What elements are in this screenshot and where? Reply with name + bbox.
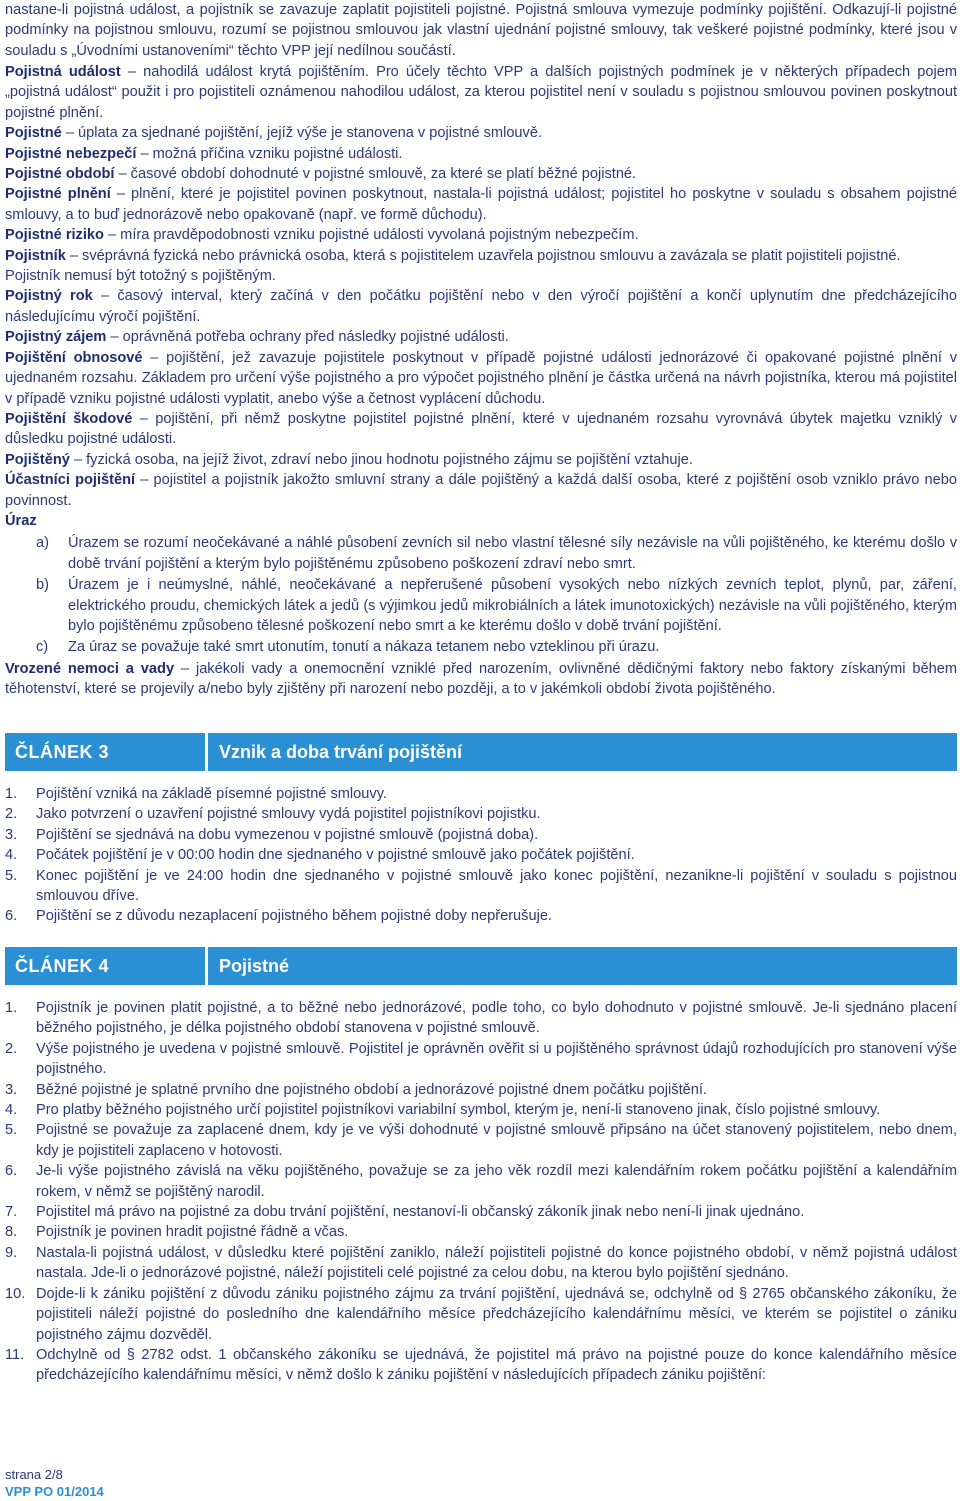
article-title: Vznik a doba trvání pojištění: [219, 742, 463, 762]
definition-text: – míra pravděpodobnosti vzniku pojistné události vyvolaná pojistným nebezpečím.: [103, 227, 639, 244]
uraz-subitem-text: Úrazem je i neúmyslné, náhlé, neočekávané a nepřerušené působení vysokých nebo nízkých zevních teplot, plynů, par, záření, elektrického proudu, chemických látek a jedů (s výjimkou jedů mikrobiálních a látek imunotoxických) nezávisle na vůli pojištěného, kterým bylo pojištěnému způsobeno tělesné poškození nebo smrt a ke kterému došlo v době trvání pojištění.: [68, 577, 957, 634]
list-item-text: Pojištění vzniká na základě písemné pojistné smlouvy.: [36, 786, 387, 802]
definition-item: [5, 123, 957, 143]
article-number: ČLÁNEK 4: [15, 956, 110, 976]
article-4-header: [5, 947, 957, 985]
uraz-subitem-label: a): [36, 535, 49, 552]
definition-text: – pojištění, jež zavazuje pojistitele poskytnout v případě pojistné události jednorázové či opakované pojistné plnění v ujednaném rozsahu. Základem pro určení výše pojistného a pro výpočet pojistného plnění je částka určená na návrh pojistníka, kterou má pojistitel v případě vzniku pojistné události vyplatit, anebo výše a četnost vyplácení důchodu.: [5, 349, 957, 407]
list-item-text: Běžné pojistné je splatné prvního dne pojistného období a jednorázové pojistné dnem počátku pojištění.: [36, 1081, 707, 1098]
intro-paragraph: nastane-li pojistná událost, a pojistník se zavazuje zaplatit pojistiteli pojistné. Pojistná smlouva vymezuje podmínky pojištění. Odkazují-li pojistné podmínky na pojistnou smlouvu, rozumí se pojistnou smlouvou jak vlastní ujednání pojistné smlouvy, tak veškeré pojistné podmínky, které jsou v souladu s „Úvodními ustanoveními“ těchto VPP její nedílnou součástí.: [5, 2, 957, 59]
list-item-number: 6.: [5, 1163, 18, 1180]
uraz-subitem: [5, 637, 957, 657]
definition-term: Pojistné riziko: [5, 227, 104, 244]
definition-text: – časové období dohodnuté v pojistné smlouvě, za které se platí běžné pojistné.: [114, 166, 637, 183]
list-item-text: Je-li výše pojistného závislá na věku pojištěného, považuje se za jeho věk rozdíl mezi kalendářním rokem počátku pojištění a kalendářním rokem, v němž se pojištěný narodil.: [36, 1163, 957, 1200]
list-item-number: 11.: [5, 1346, 25, 1363]
document-code: VPP PO 01/2014: [5, 1484, 104, 1499]
list-item-number: 5.: [5, 867, 18, 884]
list-item: [5, 845, 957, 865]
header-separator: [205, 947, 208, 985]
list-item-number: 1.: [5, 1000, 18, 1016]
list-item-number: 5.: [5, 1122, 18, 1139]
list-item: [5, 1039, 957, 1080]
definition-term: Pojistný rok: [5, 288, 93, 305]
list-item: [5, 825, 957, 845]
definition-text: – pojištění, při němž poskytne pojistitel pojistné plnění, které v ujednaném rozsahu vyrovnává úbytek majetku vzniklý v důsledku pojistné události.: [5, 410, 957, 448]
definition-text: Pojistník nemusí být totožný s pojištěným.: [5, 268, 276, 285]
list-item-text: Jako potvrzení o uzavření pojistné smlouvy vydá pojistitel pojistníkovi pojistku.: [36, 806, 541, 823]
definition-item: [5, 144, 957, 164]
uraz-subitem-label: c): [36, 639, 49, 656]
list-item-number: 4.: [5, 847, 18, 864]
definition-term: Pojistné nebezpečí: [5, 145, 137, 162]
definition-item: [5, 184, 957, 225]
list-item-number: 10.: [5, 1285, 26, 1302]
definition-term: Pojistné: [5, 125, 62, 142]
definition-term: Pojistná událost: [5, 64, 121, 80]
list-item-text: Pojistník je povinen hradit pojistné řádně a včas.: [36, 1224, 349, 1241]
definition-term: Pojištěný: [5, 451, 70, 468]
definition-text: – možná příčina vzniku pojistné události.: [136, 145, 403, 162]
page-footer: [5, 1466, 104, 1500]
header-separator: [205, 733, 208, 771]
list-item: [5, 1243, 957, 1284]
uraz-sublist: [5, 533, 957, 657]
list-item: [5, 906, 957, 926]
definition-text: – nahodilá událost krytá pojištěním. Pro účely těchto VPP a dalších pojistných podmínek je v některých případech pojem „pojistná událost“ použit i pro pojistiteli oznámenou nahodilou událost, za kterou pojistitel není v souladu s pojistnou smlouvou povinen poskytnout pojistné plnění.: [5, 64, 957, 121]
list-item-number: 2.: [5, 806, 18, 823]
article-3-header: [5, 733, 957, 771]
list-item-text: Výše pojistného je uvedena v pojistné smlouvě. Pojistitel je oprávněn ověřit si u pojištěného správnost údajů rozhodujících pro stanovení výše pojistného.: [36, 1040, 957, 1078]
definition-item: [5, 348, 957, 409]
list-item-text: Dojde-li k zániku pojištění z důvodu zániku pojistného zájmu za trvání pojištění, ujednává se, odchylně od § 2765 občanského zákoníku, že pojistiteli náleží pojistné do posledního dne kalendářního měsíce předcházejícího kalendářnímu měsíci, ve kterém se pojistitel o zániku pojistného zájmu dozvěděl.: [36, 1285, 957, 1343]
uraz-subitem-text: Úrazem se rozumí neočekávané a náhlé působení zevních sil nebo vlastní tělesné síly nezávisle na vůli pojištěného, ke kterému došlo v době trvání pojištění a kterým bylo pojištěnému způsobeno poškození zdraví nebo smrt.: [68, 535, 957, 572]
definition-item: [5, 327, 957, 347]
uraz-subitem: [5, 575, 957, 636]
list-item-text: Pojistné se považuje za zaplacené dnem, kdy je ve výši dohodnuté v pojistné smlouvě připsáno na účet stanovený pojistitelem, nebo dnem, kdy je pojistiteli zaplaceno v hotovosti.: [36, 1122, 957, 1159]
list-item-number: 9.: [5, 1244, 18, 1261]
definition-item: [5, 470, 957, 511]
definition-note: [5, 266, 957, 286]
article-4-list: [5, 998, 957, 1386]
definition-text: – pojistitel a pojistník jakožto smluvní strany a dále pojištěný a každá další osoba, které z pojištění osob vzniklo právo nebo povinnost.: [5, 472, 957, 509]
definition-item: [5, 286, 957, 327]
definition-term: Pojištění škodové: [5, 410, 133, 427]
list-item: [5, 866, 957, 907]
definition-text: – svéprávná fyzická nebo právnická osoba, která s pojistitelem uzavřela pojistnou smlouvu a zavázala se platit pojistiteli pojistné.: [65, 247, 901, 264]
list-item-text: Konec pojištění je ve 24:00 hodin dne sjednaného v pojistné smlouvě jako konec pojištění, nezanikne-li pojištění v souladu s pojistnou smlouvou dříve.: [36, 867, 957, 905]
uraz-subitem-text: Za úraz se považuje také smrt utonutím, tonutí a nákaza tetanem nebo vzteklinou při úrazu.: [68, 639, 660, 656]
list-item-number: 3.: [5, 1081, 18, 1098]
list-item: [5, 784, 957, 804]
list-item-number: 6.: [5, 908, 18, 925]
definition-term: Účastníci pojištění: [5, 472, 136, 489]
definition-item: [5, 164, 957, 184]
list-item-text: Pojištění se z důvodu nezaplacení pojistného během pojistné doby nepřerušuje.: [36, 908, 552, 925]
definition-item: [5, 450, 957, 470]
definition-text: – fyzická osoba, na jejíž život, zdraví nebo jinou hodnotu pojistného zájmu se pojištění vztahuje.: [69, 451, 693, 468]
list-item-text: Počátek pojištění je v 00:00 hodin dne sjednaného v pojistné smlouvě jako počátek pojištění.: [36, 847, 635, 864]
uraz-subitem: [5, 533, 957, 574]
definition-term: Pojistné plnění: [5, 186, 111, 203]
definition-term: Úraz: [5, 512, 37, 529]
list-item-number: 1.: [5, 786, 18, 802]
list-item: [5, 804, 957, 824]
list-item-text: Pojistník je povinen platit pojistné, a to běžné nebo jednorázové, podle toho, co bylo dohodnuto v pojistné smlouvě. Je-li sjednáno placení běžného pojistného, je délka pojistného období stanovena v pojistné smlouvě.: [36, 1000, 957, 1037]
definition-term: Pojištění obnosové: [5, 349, 143, 366]
uraz-subitem-label: b): [36, 577, 49, 594]
list-item-text: Pro platby běžného pojistného určí pojistitel pojistníkovi variabilní symbol, kterým je, není-li stanoveno jinak, číslo pojistné smlouvy.: [36, 1102, 881, 1119]
definition-text: – plnění, které je pojistitel povinen poskytnout, nastala-li pojistná událost; pojistitel ho poskytne v souladu s obsahem pojistné smlouvy, a to buď jednorázově nebo opakovaně (např. ve formě důchodu).: [5, 186, 957, 223]
definition-item-uraz: [5, 511, 957, 531]
definition-term: Pojistný zájem: [5, 329, 107, 346]
list-item-text: Pojistitel má právo na pojistné za dobu trvání pojištění, nestanoví-li občanský zákoník jinak nebo není-li jinak ujednáno.: [36, 1204, 805, 1221]
definition-item: [5, 225, 957, 245]
article-3-list: [5, 784, 957, 927]
list-item: [5, 1100, 957, 1120]
definition-term: Pojistné období: [5, 166, 115, 183]
article-title: Pojistné: [219, 956, 290, 976]
definition-term: Vrozené nemoci a vady: [5, 660, 175, 677]
list-item-number: 3.: [5, 826, 18, 843]
page-number: strana 2/8: [5, 1467, 63, 1482]
definition-text: – úplata za sjednané pojištění, jejíž výše je stanovena v pojistné smlouvě.: [61, 125, 543, 142]
list-item: [5, 998, 957, 1039]
definition-text: – oprávněná potřeba ochrany před následky pojistné události.: [106, 329, 509, 346]
definitions-list: [5, 62, 957, 700]
definition-item: [5, 659, 957, 700]
definition-item: [5, 62, 957, 123]
list-item-text: Pojištění se sjednává na dobu vymezenou v pojistné smlouvě (pojistná doba).: [36, 826, 539, 843]
definition-item: [5, 409, 957, 450]
definition-text: – jakékoli vady a onemocnění vzniklé před narozením, ovlivněné dědičnými faktory nebo faktory získanými během těhotenství, které se projevily a/nebo byly zjištěny při narození nebo později, a to v jakémkoli období života pojištěného.: [5, 660, 958, 698]
list-item: [5, 1161, 957, 1202]
list-item: [5, 1120, 957, 1161]
list-item-number: 7.: [5, 1204, 18, 1221]
list-item: [5, 1345, 957, 1386]
list-item: [5, 1080, 957, 1100]
list-item-number: 2.: [5, 1040, 18, 1057]
list-item-number: 8.: [5, 1224, 18, 1241]
list-item-number: 4.: [5, 1102, 18, 1119]
definition-text: – časový interval, který začíná v den počátku pojištění nebo v den výročí pojištění a končí uplynutím dne předcházejícího následujícímu výročí pojištění.: [5, 288, 957, 325]
list-item: [5, 1202, 957, 1222]
list-item: [5, 1284, 957, 1345]
list-item-text: Odchylně od § 2782 odst. 1 občanského zákoníku se ujednává, že pojistitel má právo na pojistné pouze do konce kalendářního měsíce předcházejícího kalendářnímu měsíci, v němž došlo k zániku pojištění v následujících případech zániku pojištění:: [36, 1346, 957, 1384]
definition-item: [5, 246, 957, 266]
list-item: [5, 1222, 957, 1242]
article-number: ČLÁNEK 3: [15, 742, 110, 762]
definition-term: Pojistník: [5, 247, 66, 264]
list-item-text: Nastala-li pojistná událost, v důsledku které pojištění zaniklo, náleží pojistiteli pojistné do konce pojistného období, v němž pojistná událost nastala. Jde-li o jednorázové pojistné, náleží pojistiteli celé pojistné za celou dobu, na kterou bylo pojištění sjednáno.: [36, 1244, 957, 1282]
